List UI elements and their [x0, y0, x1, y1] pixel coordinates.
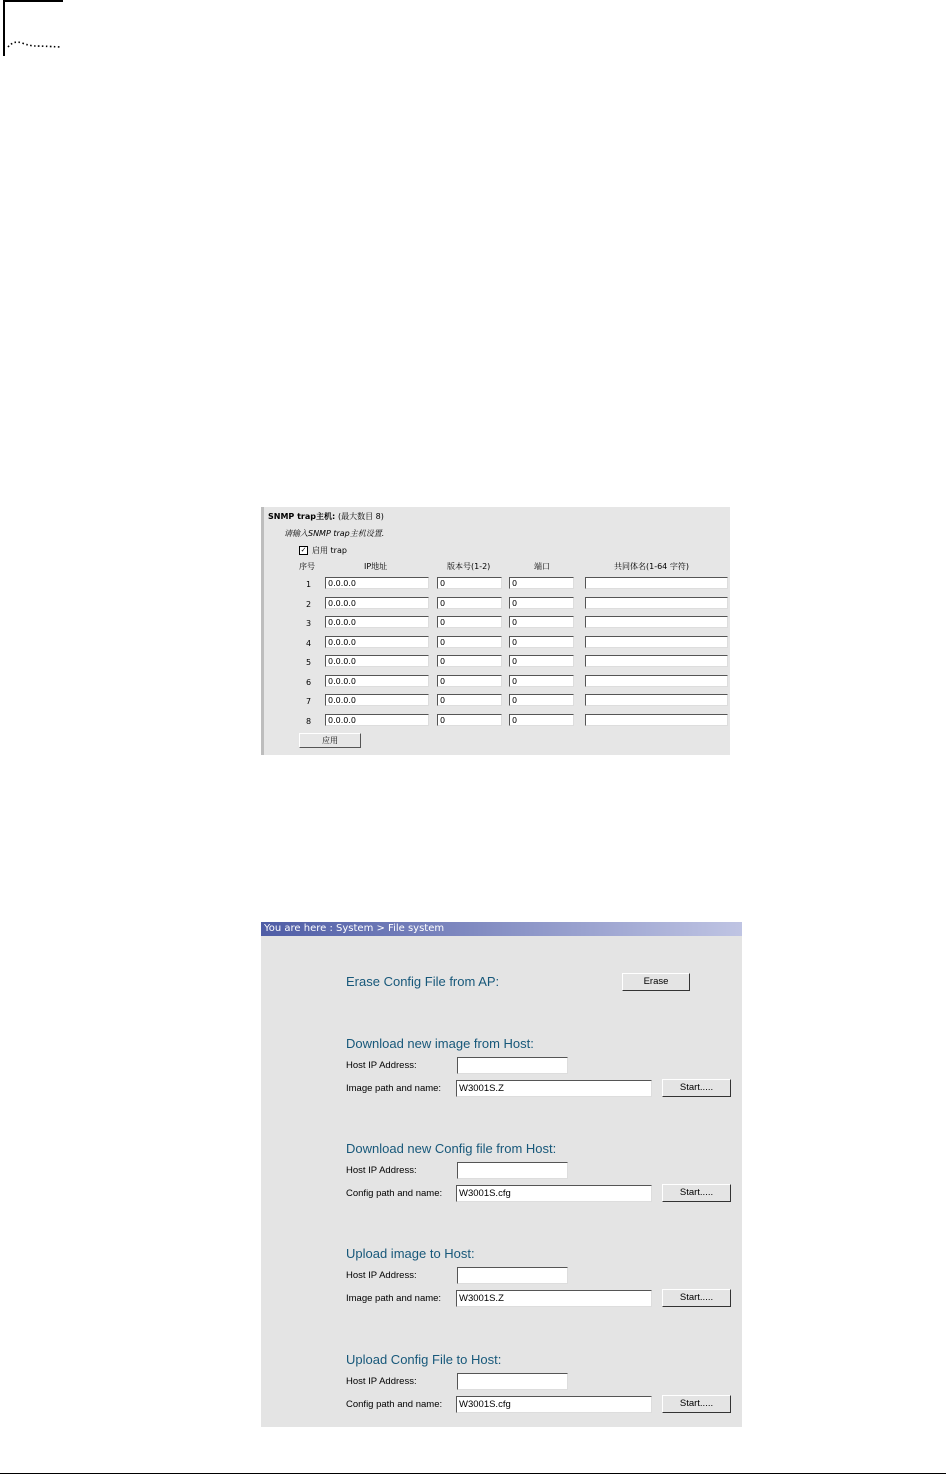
section-heading: Download new Config file from Host: [346, 1141, 557, 1156]
community-field[interactable] [585, 694, 728, 706]
ip-address-field[interactable]: 0.0.0.0 [325, 655, 429, 667]
community-field[interactable] [585, 636, 728, 648]
row-index: 8 [306, 716, 312, 726]
enable-trap[interactable] [299, 545, 347, 556]
host-ip-label: Host IP Address: [346, 1060, 417, 1071]
column-header-port: 端口 [534, 562, 550, 571]
port-field[interactable]: 0 [509, 675, 574, 687]
community-field[interactable] [585, 577, 728, 589]
version-field[interactable]: 0 [437, 714, 502, 726]
enable-trap-checkbox[interactable]: ✓ [300, 546, 307, 554]
path-label: Image path and name: [346, 1293, 442, 1304]
version-field[interactable]: 0 [437, 694, 502, 706]
section-heading: Upload image to Host: [346, 1246, 475, 1261]
port-field[interactable]: 0 [509, 694, 574, 706]
table-row [264, 675, 730, 689]
column-header-version: 版本号(1-2) [447, 562, 491, 571]
column-header-ip: IP地址 [364, 562, 388, 571]
ip-address-field[interactable]: 0.0.0.0 [325, 675, 429, 687]
row-index: 6 [306, 677, 312, 687]
table-row [264, 694, 730, 708]
community-field[interactable] [585, 714, 728, 726]
erase-button[interactable]: Erase [622, 973, 690, 991]
community-field[interactable] [585, 597, 728, 609]
version-field[interactable]: 0 [437, 577, 502, 589]
path-input[interactable]: W3001S.cfg [456, 1185, 652, 1202]
host-ip-input[interactable] [457, 1267, 568, 1284]
file-system-panel [261, 922, 742, 1427]
port-field[interactable]: 0 [509, 597, 574, 609]
table-row [264, 616, 730, 630]
start-button[interactable]: Start..... [662, 1079, 731, 1097]
version-field[interactable]: 0 [437, 597, 502, 609]
community-field[interactable] [585, 616, 728, 628]
path-input[interactable]: W3001S.cfg [456, 1396, 652, 1413]
table-row [264, 714, 730, 728]
version-field[interactable]: 0 [437, 675, 502, 687]
row-index: 7 [306, 697, 312, 706]
table-row [264, 655, 730, 669]
version-field[interactable]: 0 [437, 655, 502, 667]
ip-address-field[interactable]: 0.0.0.0 [325, 636, 429, 648]
dotted-curve-decoration [6, 38, 62, 50]
host-ip-label: Host IP Address: [346, 1270, 417, 1281]
ip-address-field[interactable]: 0.0.0.0 [325, 694, 429, 706]
host-ip-label: Host IP Address: [346, 1376, 417, 1387]
ip-address-field[interactable]: 0.0.0.0 [325, 577, 429, 589]
ip-address-field[interactable]: 0.0.0.0 [325, 714, 429, 726]
apply-button[interactable]: 应用 [299, 733, 361, 748]
table-row [264, 636, 730, 650]
path-input[interactable]: W3001S.Z [456, 1290, 652, 1307]
section-heading: Download new image from Host: [346, 1036, 534, 1051]
path-input[interactable]: W3001S.Z [456, 1080, 652, 1097]
community-field[interactable] [585, 655, 728, 667]
enable-trap-label: 启用 trap [312, 546, 347, 555]
snmp-prompt: 请输入SNMP trap主机设置. [284, 529, 385, 538]
path-label: Config path and name: [346, 1188, 443, 1199]
snmp-trap-panel [261, 507, 730, 755]
host-ip-input[interactable] [457, 1373, 568, 1390]
erase-heading: Erase Config File from AP: [346, 974, 500, 989]
table-row [264, 577, 730, 591]
column-header-community: 共同体名(1-64 字符) [614, 562, 689, 571]
bottom-rule [0, 1473, 946, 1474]
row-index: 5 [306, 658, 312, 667]
row-index: 1 [306, 580, 312, 589]
row-index: 2 [306, 599, 312, 609]
version-field[interactable]: 0 [437, 616, 502, 628]
start-button[interactable]: Start..... [662, 1289, 731, 1307]
port-field[interactable]: 0 [509, 655, 574, 667]
host-ip-input[interactable] [457, 1162, 568, 1179]
community-field[interactable] [585, 675, 728, 687]
path-label: Config path and name: [346, 1399, 443, 1410]
row-index: 4 [306, 638, 312, 648]
start-button[interactable]: Start..... [662, 1184, 731, 1202]
snmp-title: SNMP trap主机: (最大数目 8) [268, 512, 384, 521]
host-ip-label: Host IP Address: [346, 1165, 417, 1176]
breadcrumb: You are here : System > File system [261, 922, 742, 936]
port-field[interactable]: 0 [509, 636, 574, 648]
version-field[interactable]: 0 [437, 636, 502, 648]
ip-address-field[interactable]: 0.0.0.0 [325, 597, 429, 609]
row-index: 3 [306, 619, 312, 628]
port-field[interactable]: 0 [509, 577, 574, 589]
column-header-index: 序号 [299, 562, 315, 571]
start-button[interactable]: Start..... [662, 1395, 731, 1413]
port-field[interactable]: 0 [509, 616, 574, 628]
host-ip-input[interactable] [457, 1057, 568, 1074]
table-row [264, 597, 730, 611]
section-heading: Upload Config File to Host: [346, 1352, 502, 1367]
ip-address-field[interactable]: 0.0.0.0 [325, 616, 429, 628]
path-label: Image path and name: [346, 1083, 442, 1094]
port-field[interactable]: 0 [509, 714, 574, 726]
